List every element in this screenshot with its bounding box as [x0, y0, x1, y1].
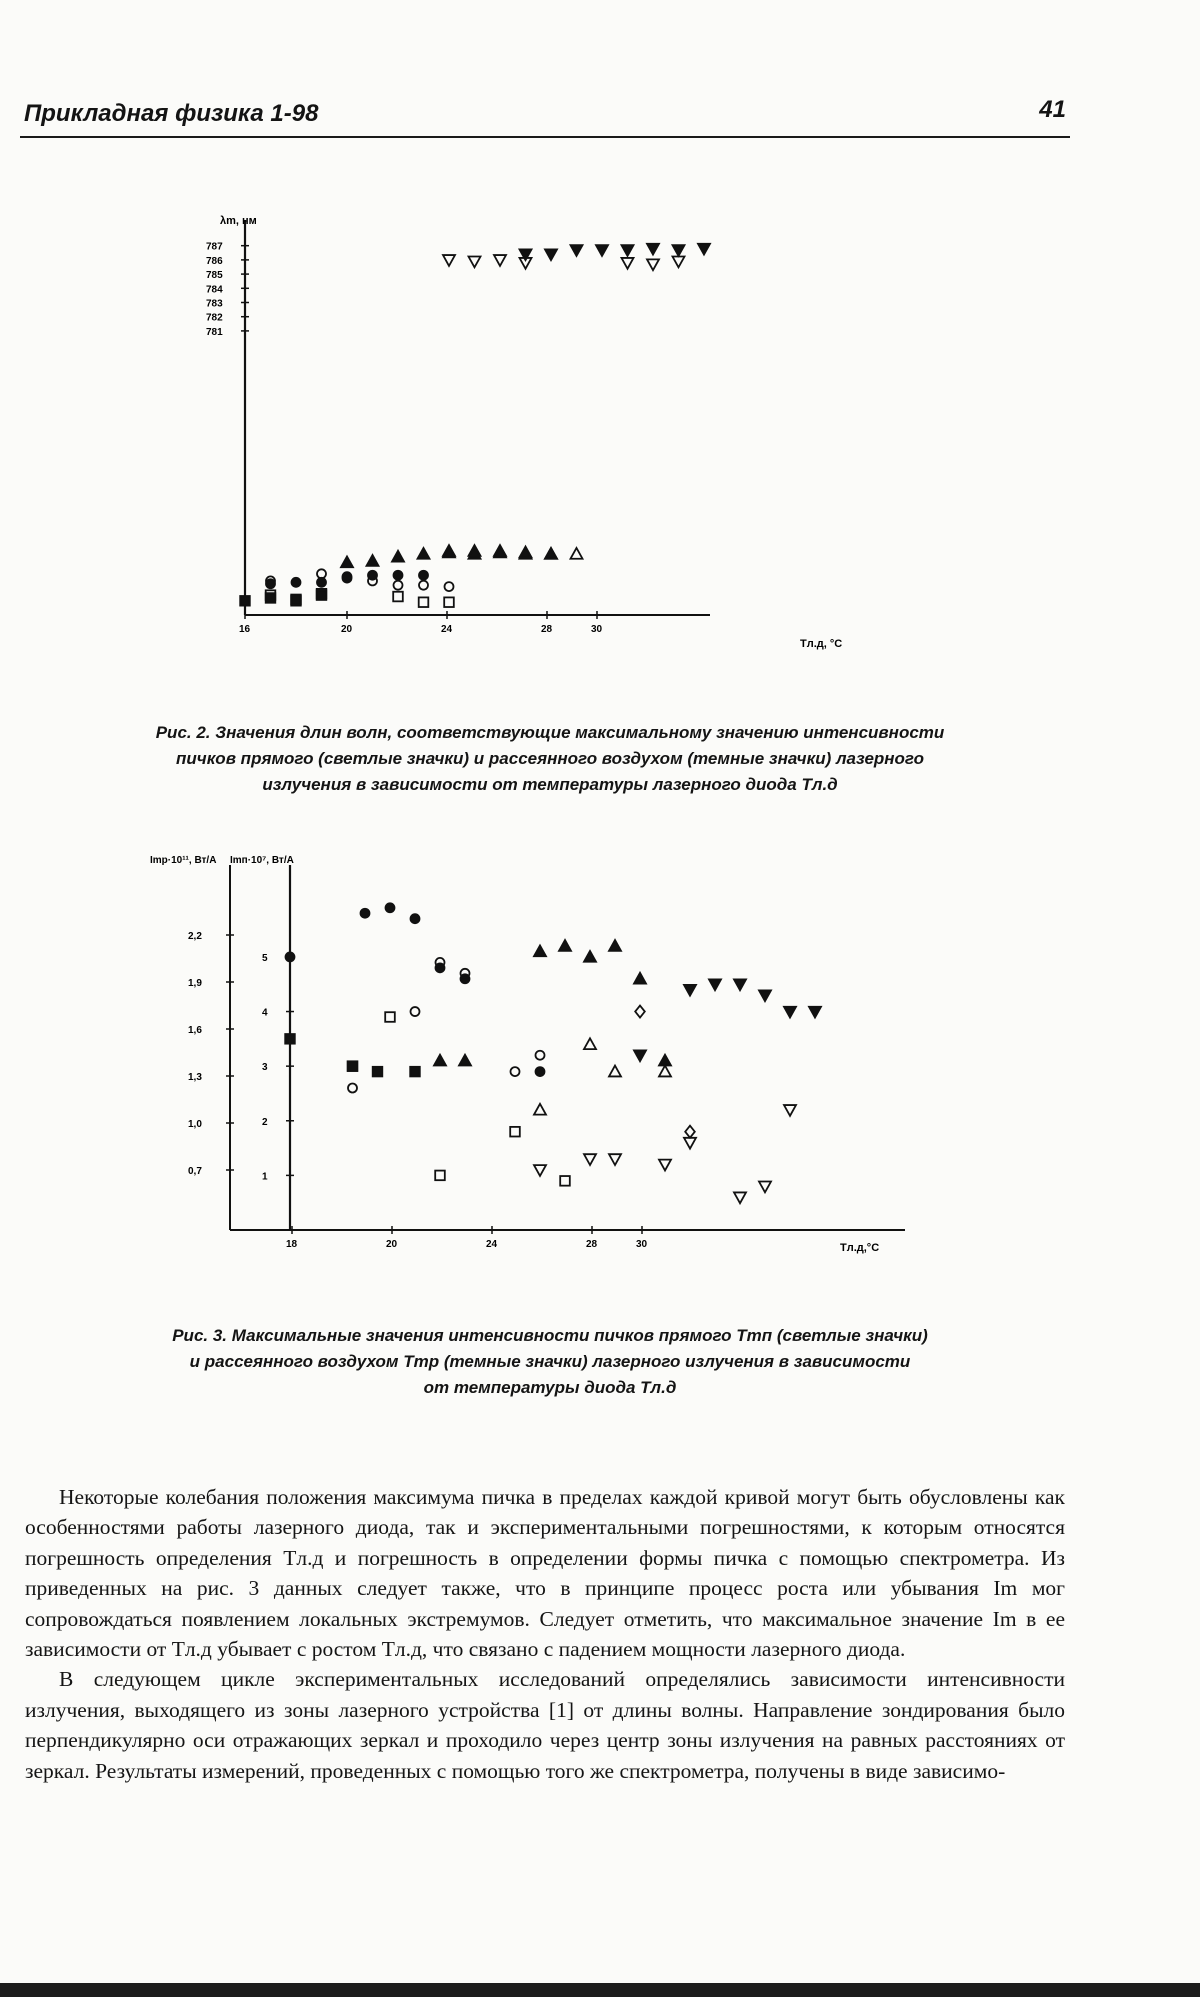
y-tick-label-outer: 1,6: [188, 1025, 202, 1036]
data-point-square-filled: [240, 596, 250, 606]
journal-title: Прикладная физика 1-98: [24, 100, 319, 127]
figure-3-chart: [140, 845, 920, 1265]
data-point-tri-down-open: [659, 1160, 671, 1171]
fig2-y-ticks: [206, 242, 249, 338]
x-tick-label: 18: [286, 1239, 298, 1250]
data-point-tri-down-filled: [545, 249, 557, 260]
data-point-tri-down-filled: [759, 990, 771, 1001]
y-tick-label: 786: [206, 255, 223, 267]
data-point-square-filled: [410, 1067, 420, 1077]
data-point-circle-open: [394, 581, 403, 590]
y-tick-label: 782: [206, 312, 223, 324]
data-point-tri-down-filled: [596, 245, 608, 256]
data-point-tri-up-filled: [534, 945, 546, 956]
data-point-circle-filled: [286, 952, 295, 961]
body-text: [25, 1482, 1065, 1786]
data-point-square-open: [444, 597, 454, 607]
data-point-tri-up-filled: [392, 551, 404, 562]
x-tick-label: 28: [541, 624, 553, 635]
data-point-tri-down-filled: [809, 1007, 821, 1018]
y-tick-label: 781: [206, 326, 223, 338]
data-point-tri-down-filled: [684, 985, 696, 996]
data-point-square-open: [393, 592, 403, 602]
data-point-circle-open: [536, 1051, 545, 1060]
caption-line: и рассеянного воздухом Tmр (темные значки) лазерного излучения в зависимости: [189, 1352, 911, 1371]
data-point-circle-filled: [343, 572, 352, 581]
data-point-square-filled: [291, 595, 301, 605]
caption-line: пичков прямого (светлые значки) и рассеянного воздухом (темные значки) лазерного: [176, 749, 924, 768]
fig2-x-label: Tл.д, °C: [800, 638, 843, 650]
data-point-circle-filled: [361, 909, 370, 918]
data-point-tri-up-open: [584, 1038, 596, 1049]
data-point-circle-filled: [419, 571, 428, 580]
caption-line: Рис. 3. Максимальные значения интенсивности пичков прямого Tmп (светлые значки): [172, 1326, 928, 1345]
y-tick-label-outer: 1,0: [188, 1119, 202, 1130]
x-tick-label: 24: [441, 624, 453, 635]
data-point-circle-open: [511, 1067, 520, 1076]
data-point-circle-filled: [411, 914, 420, 923]
y-tick-label-inner: 2: [262, 1116, 268, 1128]
x-tick-label: 28: [586, 1239, 598, 1250]
data-point-tri-down-open: [622, 258, 634, 269]
y-tick-label-outer: 0,7: [188, 1166, 202, 1177]
data-point-square-open: [385, 1012, 395, 1022]
data-point-diamond-open: [635, 1006, 645, 1018]
data-point-tri-down-open: [494, 255, 506, 266]
y-tick-label-outer: 1,3: [188, 1072, 202, 1083]
y-tick-label: 785: [206, 270, 223, 282]
data-point-tri-down-open: [443, 255, 455, 266]
data-point-tri-up-filled: [367, 555, 379, 566]
data-point-circle-filled: [292, 578, 301, 587]
x-tick-label: 30: [636, 1239, 648, 1250]
y-tick-label: 787: [206, 241, 223, 253]
data-point-tri-up-filled: [634, 973, 646, 984]
data-point-square-filled: [266, 593, 276, 603]
fig2-y-label: λm, нм: [220, 215, 257, 227]
data-point-circle-filled: [394, 571, 403, 580]
data-point-tri-up-open: [571, 548, 583, 559]
data-point-tri-down-open: [673, 257, 685, 268]
data-point-tri-up-filled: [559, 940, 571, 951]
caption-line: излучения в зависимости от температуры лазерного диода Tл.д: [262, 775, 838, 794]
data-point-tri-down-filled: [784, 1007, 796, 1018]
y-tick-label-inner: 4: [262, 1007, 268, 1019]
data-point-tri-up-filled: [609, 940, 621, 951]
data-point-circle-filled: [368, 571, 377, 580]
fig3-points: [285, 903, 821, 1203]
data-point-tri-down-filled: [698, 244, 710, 255]
data-point-tri-down-filled: [634, 1050, 646, 1061]
data-point-square-filled: [348, 1061, 358, 1071]
data-point-tri-down-filled: [647, 244, 659, 255]
data-point-tri-down-open: [784, 1105, 796, 1116]
data-point-square-filled: [317, 590, 327, 600]
page-header: [20, 96, 1070, 138]
data-point-circle-open: [419, 581, 428, 590]
data-point-tri-down-filled: [734, 979, 746, 990]
data-point-tri-down-open: [584, 1154, 596, 1165]
data-point-circle-filled: [536, 1067, 545, 1076]
y-tick-label-inner: 5: [262, 952, 268, 964]
y-tick-label-outer: 1,9: [188, 978, 202, 989]
paragraph: Некоторые колебания положения максимума пичка в пределах каждой кривой могут быть обусловлены как особенностями работы лазерного диода, так и экспериментальными погрешностями, к которым относятся погрешность определения Tл.д и погрешность в определении формы пичка с помощью спектрометра. Из приведенных на рис. 3 данных следует также, что в принципе процесс роста или убывания Im мог сопровождаться появлением локальных экстремумов. Следует отметить, что максимальное значение Im в ее зависимости от Tл.д убывает с ростом Tл.д, что связано с падением мощности лазерного диода.: [25, 1485, 1065, 1662]
data-point-tri-down-open: [469, 257, 481, 268]
data-point-tri-up-filled: [418, 548, 430, 559]
fig3-inner-y-label: Imп·10⁷, Вт/А: [230, 855, 294, 866]
data-point-circle-filled: [266, 579, 275, 588]
figure-2-chart: [150, 200, 890, 670]
data-point-tri-down-filled: [571, 245, 583, 256]
data-point-diamond-open: [685, 1126, 695, 1138]
data-point-tri-up-filled: [341, 556, 353, 567]
data-point-circle-filled: [386, 903, 395, 912]
data-point-tri-up-filled: [459, 1055, 471, 1066]
data-point-tri-down-filled: [622, 245, 634, 256]
data-point-tri-down-open: [684, 1138, 696, 1149]
caption-line: Рис. 2. Значения длин волн, соответствующие максимальному значению интенсивности: [155, 723, 945, 742]
data-point-circle-open: [348, 1084, 357, 1093]
data-point-circle-open: [411, 1007, 420, 1016]
data-point-square-filled: [285, 1034, 295, 1044]
x-tick-label: 20: [386, 1239, 398, 1250]
data-point-tri-down-open: [759, 1182, 771, 1193]
x-tick-label: 30: [591, 624, 603, 635]
x-tick-label: 24: [486, 1239, 498, 1250]
paragraph: В следующем цикле экспериментальных исследований определялись зависимости интенсивности излучения, выходящего из зоны лазерного устройства [1] от длины волны. Направление зондирования было перпендикулярно оси отражающих зеркал и проходило через центр зоны излучения на равных расстояниях от зеркал. Результаты измерений, проведенных с помощью того же спектрометра, получены в виде зависимо-: [25, 1667, 1065, 1783]
data-point-square-open: [419, 597, 429, 607]
data-point-square-open: [560, 1176, 570, 1186]
data-point-square-open: [435, 1171, 445, 1181]
data-point-tri-down-open: [609, 1154, 621, 1165]
y-tick-label-inner: 1: [262, 1171, 268, 1183]
data-point-tri-down-open: [647, 259, 659, 270]
data-point-tri-up-open: [534, 1104, 546, 1115]
caption-line: от температуры диода Tл.д: [423, 1378, 677, 1397]
data-point-tri-down-open: [534, 1165, 546, 1176]
data-point-tri-up-filled: [584, 951, 596, 962]
page-number: 41: [1039, 96, 1066, 123]
y-tick-label: 783: [206, 298, 223, 310]
y-tick-label-inner: 3: [262, 1062, 268, 1074]
figure-2-caption: [60, 720, 1040, 798]
data-point-tri-up-open: [659, 1066, 671, 1077]
x-tick-label: 20: [341, 624, 353, 635]
data-point-square-filled: [373, 1067, 383, 1077]
fig3-outer-y-label: Imp·10¹¹, Вт/А: [150, 855, 217, 866]
scan-edge: [0, 1983, 1200, 1997]
data-point-circle-open: [445, 582, 454, 591]
data-point-circle-filled: [317, 578, 326, 587]
x-tick-label: 16: [239, 624, 251, 635]
data-point-tri-down-filled: [709, 979, 721, 990]
data-point-square-open: [510, 1127, 520, 1137]
y-tick-label: 784: [206, 284, 223, 296]
data-point-tri-up-open: [609, 1066, 621, 1077]
data-point-tri-down-open: [734, 1192, 746, 1203]
y-tick-label-outer: 2,2: [188, 931, 202, 942]
data-point-tri-up-filled: [434, 1055, 446, 1066]
data-point-tri-down-filled: [673, 245, 685, 256]
fig3-y-ticks: [188, 931, 294, 1182]
figure-3-caption: [60, 1323, 1040, 1401]
fig3-x-label: Tл.д,°C: [840, 1242, 880, 1254]
fig2-points: [240, 244, 710, 607]
